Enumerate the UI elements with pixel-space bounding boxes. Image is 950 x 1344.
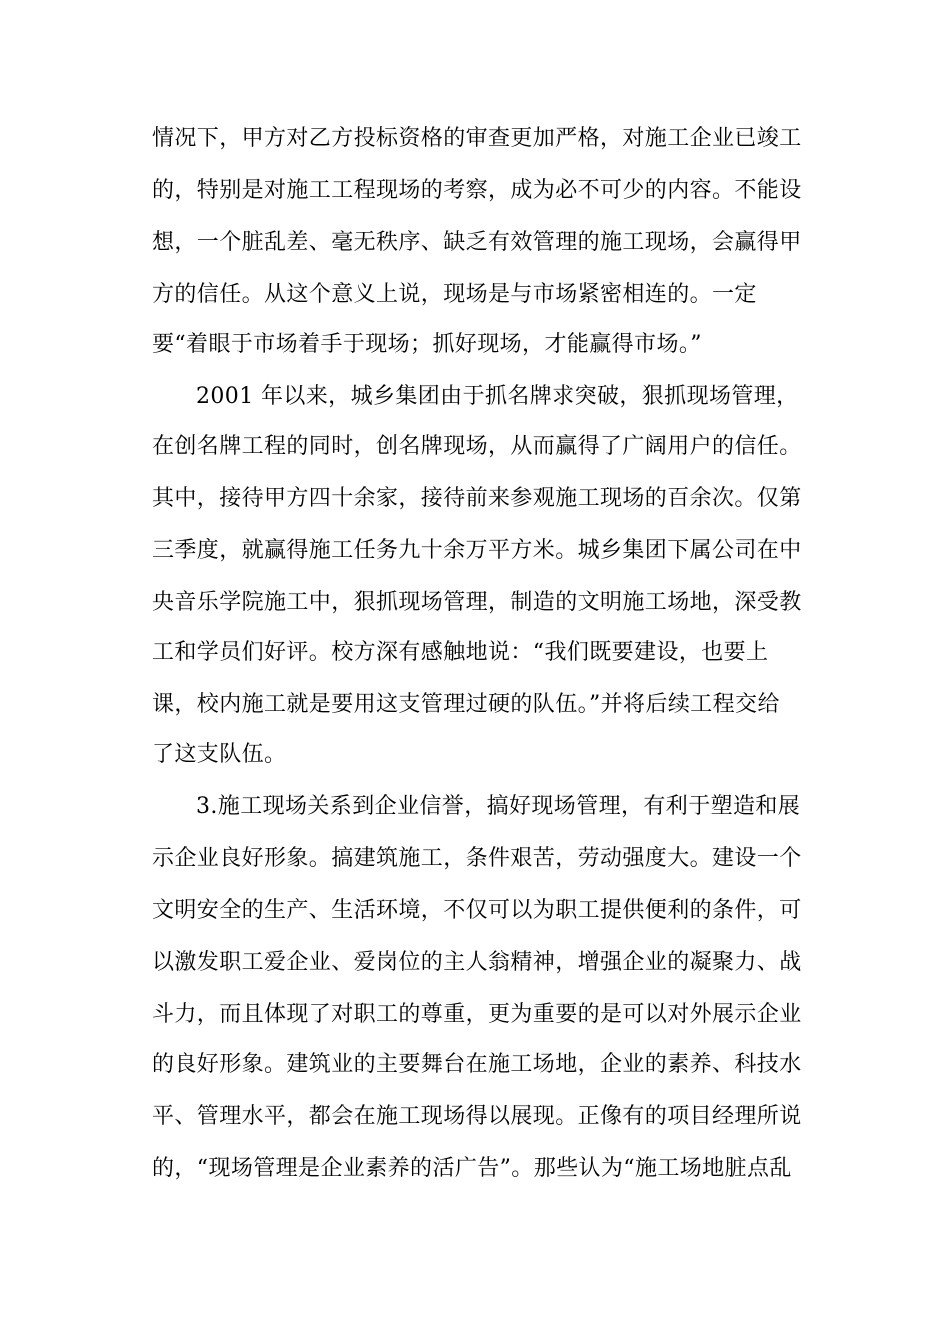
paragraph-first-line: 2001 年以来，城乡集团由于抓名牌求突破，狠抓现场管理， xyxy=(196,384,799,409)
text-line: 了这支队伍。 xyxy=(152,742,287,767)
text-line: 课，校内施工就是要用这支管理过硬的队伍。”并将后续工程交给 xyxy=(152,692,780,717)
text-line: 想，一个脏乱差、毫无秩序、缺乏有效管理的施工现场，会赢得甲 xyxy=(152,230,802,255)
paragraph-first-line: 3.施工现场关系到企业信誉，搞好现场管理，有利于塑造和展 xyxy=(196,794,801,819)
text-line: 央音乐学院施工中，狠抓现场管理，制造的文明施工场地，深受教 xyxy=(152,590,802,615)
text-line: 的，特别是对施工工程现场的考察，成为必不可少的内容。不能设 xyxy=(152,178,802,203)
text-line: 三季度，就赢得施工任务九十余万平方米。城乡集团下属公司在中 xyxy=(152,538,802,563)
text-line: 在创名牌工程的同时，创名牌现场，从而赢得了广阔用户的信任。 xyxy=(152,434,802,459)
text-line: 平、管理水平，都会在施工现场得以展现。正像有的项目经理所说 xyxy=(152,1104,802,1129)
text-line: 工和学员们好评。校方深有感触地说：“我们既要建设，也要上 xyxy=(152,640,769,665)
text-line: 情况下，甲方对乙方投标资格的审查更加严格，对施工企业已竣工 xyxy=(152,126,802,151)
text-line: 要“着眼于市场着手于现场；抓好现场，才能赢得市场。” xyxy=(152,332,702,357)
text-line: 方的信任。从这个意义上说，现场是与市场紧密相连的。一定 xyxy=(152,282,757,307)
text-line: 其中，接待甲方四十余家，接待前来参观施工现场的百余次。仅第 xyxy=(152,486,802,511)
text-line: 的良好形象。建筑业的主要舞台在施工场地，企业的素养、科技水 xyxy=(152,1052,802,1077)
text-line: 文明安全的生产、生活环境，不仅可以为职工提供便利的条件，可 xyxy=(152,898,802,923)
text-line: 的，“现场管理是企业素养的活广告”。那些认为“施工场地脏点乱 xyxy=(152,1156,792,1181)
text-line: 斗力，而且体现了对职工的尊重，更为重要的是可以对外展示企业 xyxy=(152,1002,802,1027)
text-line: 以激发职工爱企业、爱岗位的主人翁精神，增强企业的凝聚力、战 xyxy=(152,950,802,975)
text-line: 示企业良好形象。搞建筑施工，条件艰苦，劳动强度大。建设一个 xyxy=(152,846,802,871)
